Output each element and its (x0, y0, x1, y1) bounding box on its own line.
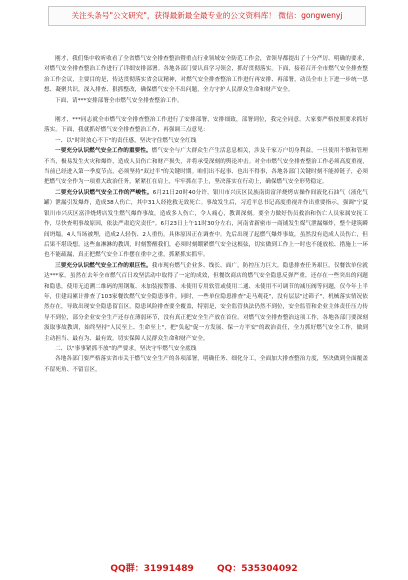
point1-text: 燃气安全与广大群众生产生活息息相关，涉及千家万户切身利益，一旦使用不慎和管理不当，极易发生火灾和爆炸，造成人员伤亡和财产损失，并将承受深刻的舆论冲击。对全市燃气安全排查整治工作必须高度重视，当前已经进入第一季度节点，必须坚持"双过半"的关键时期。咱们出不起事、也出不得事，各地各部门关键时刻不能掉链子，必须把燃气安全作为一项重大政治任务，紧紧扛在肩上，牢牢抓在手上，坚决落实在行动上，确保燃气安全形势稳定。 (44, 148, 368, 186)
promo-banner[interactable]: 关注头条号"公文研究"，获得最新最全最专业的公文资料库！ 微信：gongwenyj (48, 6, 366, 26)
qq-number[interactable]: QQ：535304092 (216, 564, 298, 574)
section-heading-2: 二、以"事事紧抓不放"的严要求，坚决守牢燃气安全底线 (55, 345, 197, 352)
point3-lead: 三要充分认识燃气安全工作的艰巨性。 (55, 262, 152, 269)
qq-group[interactable]: QQ群：31991489 (110, 564, 194, 574)
speech-body (44, 54, 368, 375)
section-heading-1: 一、以"时时放心不下"的责任感，坚决守住燃气安全红线 (55, 137, 197, 144)
section1-point3 (44, 261, 368, 344)
point1-lead: 一要充分认识燃气安全工作的重要性。 (55, 148, 152, 155)
point2-text: 6月21日20时40分许，银川市兴庆区民族南街富洋烧烤店操作间液化石油气（液化气罐）泄漏引发爆炸，造成38人伤亡，其中31人经抢救无效死亡。事故发生后，习近平总书记高度重视并作出重要指示，强调"宁夏银川市兴庆区富洋烧烤店发生燃气爆炸事故，造成多人伤亡，令人痛心，教训深刻。要全力做好伤员救治和伤亡人员家属安抚工作，尽快查明事故原因，依法严肃追究责任"。6月23日上午11时30分左右，河南省新密市一商铺发生煤气泄漏爆炸，整个建筑瞬间坍塌，4人当场被埋，造成2人轻伤、2人重伤，具体原因正在调查中。先后出现了起燃气爆炸事故，虽然没有造成人员伤亡，但后果不堪设想。这些血淋淋的教训，时刻警醒我们，必须时刻绷紧燃气安全这根弦，切实做到工作上一时也不能放松、措施上一环也不能疏漏，真正把燃气安全工作摆在重中之重，抓紧抓实抓牢。 (44, 189, 368, 259)
intro2-paragraph: 刚才，***同志就全市燃气安全排查整治工作进行了安排部署，安排细致，部署到位，我完全同意。大家要严格按照要求抓好落实。下面，我就抓好燃气安全排查整治工作，再强调三点意见： (44, 117, 368, 134)
section1-point2 (44, 188, 368, 261)
intro-paragraph: 刚才，我们集中收听收看了全省燃气安全排查整治暨重点行业领域安全防范工作会，省领导都提出了十分严厉、明确的要求，对燃气安全排查整治工作进行了详细安排部署。各地各部门要认真学习领会，抓好贯彻落实。下面，接着召开全市燃气安全排查整治工作会议，主要目的是，传达贯彻落实省会议精神，对燃气安全排查整治工作进行再安排、再部署，动员全市上下进一步统一思想、凝聚共识，深入排查、狠抓整改，确保燃气安全不出问题，全力守护人民群众生命和财产安全。 (44, 56, 368, 94)
section1-point1 (44, 146, 368, 188)
point2-lead: 二要充分认识燃气安全工作的严峻性。 (55, 189, 153, 196)
contact-footer (0, 561, 408, 574)
intro-transition: 下面，请***安排部署全市燃气安全排查整治工作。 (55, 97, 183, 104)
section2-paragraph: 各地各部门要严格落实省市关于燃气安全生产的各项部署，明确任务、细化分工，全面加大排查整治力度，坚决做到全面覆盖不留死角、不留盲区。 (44, 356, 368, 373)
point3-text: 我市现有燃气企业多、线长、面广，防控压力巨大，隐患排查任务艰巨。仅餐饮单位就达***家，虽然在去年全市燃气百日攻坚活动中取得了一定的成效，但餐饮商店的燃气安全隐患反弹严重，还存在一些突出的问题和隐患，使用无追溯二维码的黑钢瓶、未加装报警器、未使用专用软管或使用二通、未使用不可调节的减压阀等问题，仅今年上半年，住建局累计排查了103家餐饮燃气安全隐患事件。同时，一些单位隐患排查"走马观花"，没有层层"过筛子"，机械落实情况依然存在，导致出现安全隐患留盲区。隐患风险排查要全覆盖，特别是，安全监管执法仍然不到位，安全监管和企业主体责任压力传导不到位，部分企业安全生产还存在薄弱环节，没有真正把安全生产放在首位。对燃气安全排查整治这项工作，各地各部门要深刻汲取事故教训，始终坚持"人民至上、生命至上"，把"负起"促一方发展、保一方平安"的政治责任，全力抓好燃气安全工作，做到主动担当、最有为、最有效。切实保障人民群众生命和财产安全。 (44, 262, 368, 342)
